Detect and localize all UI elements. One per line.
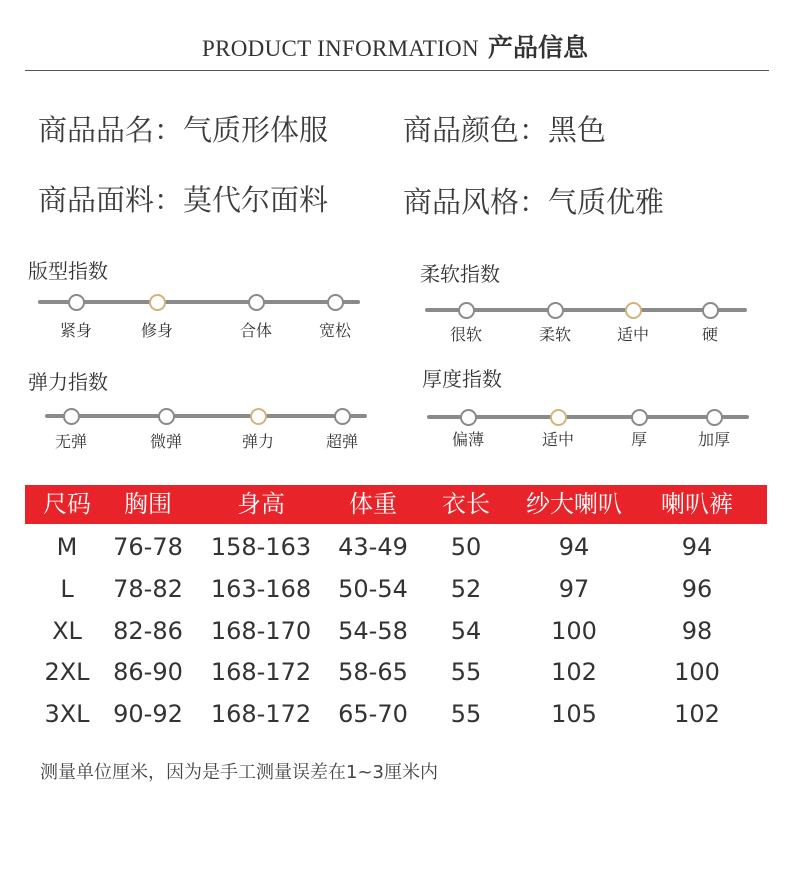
table-cell: 3XL bbox=[44, 700, 90, 728]
scale-option-label: 修身 bbox=[140, 321, 174, 340]
table-cell: 158-163 bbox=[210, 533, 312, 561]
scale-dot bbox=[547, 302, 564, 319]
info-product-name bbox=[38, 108, 328, 149]
info-product-style bbox=[403, 180, 664, 221]
scale-dot bbox=[158, 408, 175, 425]
scale-option-label: 适中 bbox=[616, 325, 650, 344]
measurement-note: 测量单位厘米，因为是手工测量误差在1~3厘米内 bbox=[40, 762, 438, 783]
scale-option-label: 微弹 bbox=[149, 432, 183, 451]
table-cell: 100 bbox=[674, 658, 720, 686]
size-table-header bbox=[25, 485, 767, 524]
scale-track bbox=[38, 300, 360, 304]
scale-dot-selected bbox=[250, 408, 267, 425]
scale-option-label: 厚 bbox=[630, 430, 648, 449]
table-cell: 94 bbox=[681, 533, 713, 561]
info-value: 气质优雅 bbox=[548, 185, 665, 219]
header-divider bbox=[25, 70, 769, 71]
table-cell: 43-49 bbox=[338, 533, 408, 561]
scale-dot bbox=[460, 409, 477, 426]
table-header-cell: 体重 bbox=[349, 490, 397, 518]
table-cell: 86-90 bbox=[113, 658, 183, 686]
table-cell: XL bbox=[52, 617, 82, 645]
table-cell: 168-172 bbox=[210, 700, 312, 728]
table-cell: 100 bbox=[551, 617, 597, 645]
scale-option-label: 合体 bbox=[239, 321, 273, 340]
table-row bbox=[0, 533, 790, 573]
table-row bbox=[0, 575, 790, 615]
scale-dot bbox=[458, 302, 475, 319]
scale-option-label: 适中 bbox=[541, 430, 575, 449]
table-cell: 50 bbox=[450, 533, 482, 561]
info-value: 气质形体服 bbox=[183, 113, 329, 147]
table-row bbox=[0, 700, 790, 740]
table-cell: 76-78 bbox=[113, 533, 183, 561]
table-cell: 163-168 bbox=[210, 575, 312, 603]
info-product-fabric bbox=[38, 178, 328, 219]
table-cell: 96 bbox=[681, 575, 713, 603]
table-cell: 102 bbox=[674, 700, 720, 728]
info-value: 莫代尔面料 bbox=[183, 183, 329, 217]
table-cell: 168-170 bbox=[210, 617, 312, 645]
scale-title: 厚度指数 bbox=[422, 367, 502, 391]
scale-dot bbox=[327, 294, 344, 311]
scale-option-label: 柔软 bbox=[538, 325, 572, 344]
table-cell: 55 bbox=[450, 700, 482, 728]
info-label: 商品面料： bbox=[38, 183, 184, 217]
scale-dot-selected bbox=[149, 294, 166, 311]
table-cell: 65-70 bbox=[338, 700, 408, 728]
scale-option-label: 弹力 bbox=[241, 432, 275, 451]
table-header-cell: 身高 bbox=[237, 490, 285, 518]
table-cell: 54 bbox=[450, 617, 482, 645]
info-product-color bbox=[403, 108, 606, 149]
table-cell: 94 bbox=[558, 533, 590, 561]
table-header-cell: 喇叭裤 bbox=[661, 490, 733, 518]
scale-dot-selected bbox=[550, 409, 567, 426]
table-cell: 97 bbox=[558, 575, 590, 603]
table-cell: M bbox=[56, 533, 78, 561]
title-english: PRODUCT INFORMATION bbox=[202, 36, 479, 61]
scale-option-label: 硬 bbox=[701, 325, 719, 344]
table-cell: 55 bbox=[450, 658, 482, 686]
table-header-cell: 衣长 bbox=[442, 490, 490, 518]
scale-option-label: 加厚 bbox=[697, 430, 731, 449]
table-header-cell: 纱大喇叭 bbox=[526, 490, 622, 518]
scale-dot bbox=[248, 294, 265, 311]
title-chinese: 产品信息 bbox=[487, 33, 588, 62]
scale-option-label: 宽松 bbox=[318, 321, 352, 340]
table-header-cell: 胸围 bbox=[124, 490, 172, 518]
scale-option-label: 紧身 bbox=[59, 321, 93, 340]
scale-track bbox=[45, 414, 367, 418]
table-cell: 58-65 bbox=[338, 658, 408, 686]
table-row bbox=[0, 617, 790, 657]
table-cell: 52 bbox=[450, 575, 482, 603]
scale-option-label: 偏薄 bbox=[451, 430, 485, 449]
scale-dot bbox=[63, 408, 80, 425]
scale-dot bbox=[68, 294, 85, 311]
scale-dot bbox=[334, 408, 351, 425]
table-cell: L bbox=[60, 575, 74, 603]
scale-dot bbox=[702, 302, 719, 319]
table-cell: 90-92 bbox=[113, 700, 183, 728]
table-cell: 2XL bbox=[44, 658, 90, 686]
info-label: 商品风格： bbox=[403, 185, 549, 219]
table-cell: 50-54 bbox=[338, 575, 408, 603]
scale-title: 柔软指数 bbox=[420, 262, 500, 286]
scale-dot bbox=[631, 409, 648, 426]
table-cell: 105 bbox=[551, 700, 597, 728]
scale-dot bbox=[706, 409, 723, 426]
table-row bbox=[0, 658, 790, 698]
table-cell: 98 bbox=[681, 617, 713, 645]
table-cell: 82-86 bbox=[113, 617, 183, 645]
scale-title: 版型指数 bbox=[28, 259, 108, 283]
info-label: 商品颜色： bbox=[403, 113, 549, 147]
table-cell: 78-82 bbox=[113, 575, 183, 603]
scale-option-label: 无弹 bbox=[54, 432, 88, 451]
scale-title: 弹力指数 bbox=[28, 370, 108, 394]
table-cell: 168-172 bbox=[210, 658, 312, 686]
table-header-cell: 尺码 bbox=[43, 490, 91, 518]
table-cell: 102 bbox=[551, 658, 597, 686]
table-cell: 54-58 bbox=[338, 617, 408, 645]
info-value: 黑色 bbox=[548, 113, 607, 147]
scale-option-label: 超弹 bbox=[325, 432, 359, 451]
scale-option-label: 很软 bbox=[449, 325, 483, 344]
page-title bbox=[0, 28, 790, 64]
scale-dot-selected bbox=[625, 302, 642, 319]
info-label: 商品品名： bbox=[38, 113, 184, 147]
